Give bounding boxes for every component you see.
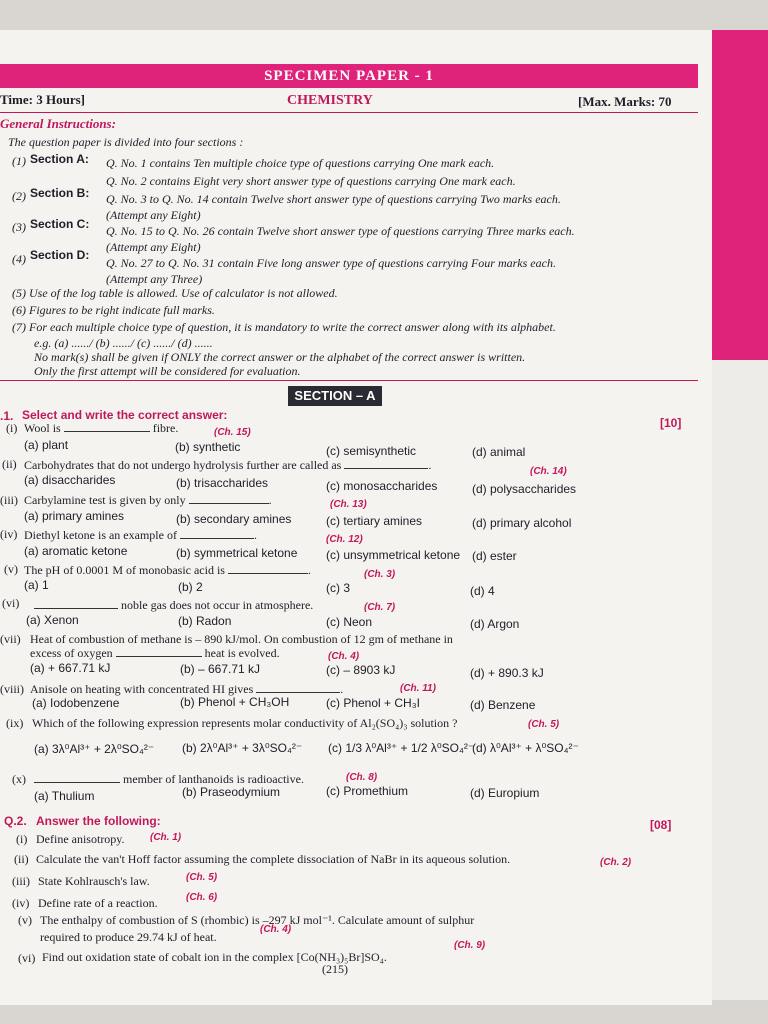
q2-iv-chapter: (Ch. 6) [186,892,218,903]
q1-vi-question: noble gas does not occur in atmosphere. [34,598,313,613]
time-label: Time: 3 Hours] [0,92,85,107]
q1-viii-option-d: (d) Benzene [470,698,536,712]
sec-b-line2: (Attempt any Eight) [106,208,201,222]
q1-iv-question: Diethyl ketone is an example of . [24,528,257,542]
max-marks: [Max. Marks: 70 [578,94,672,109]
q1-ix-option-a: (a) 3λ⁰Al³⁺ + 2λ⁰SO₄²⁻ [34,742,155,756]
q1-iv-option-a: (a) aromatic ketone [24,544,128,558]
next-page-edge [712,360,768,1000]
q2-i-text: Define anisotropy. [36,832,125,846]
specimen-banner [0,64,698,88]
q1-iii-option-d: (d) primary alcohol [472,516,572,530]
sec-c-line1: Q. No. 15 to Q. No. 26 contain Twelve short answer type of questions carrying Three marks each. [106,224,575,238]
instructions-intro: The question paper is divided into four sections : [8,135,244,149]
sec-c-name: Section C: [30,217,90,231]
q1-ix-chapter: (Ch. 5) [528,719,560,730]
q1-x-option-c: (c) Promethium [326,784,409,798]
q1-iv-option-c: (c) unsymmetrical ketone [326,548,461,562]
q1-ix-question: Which of the following expression represents molar conductivity of Al₂(SO₄)₃ solution ? [32,716,458,730]
q1-x-option-b: (b) Praseodymium [182,785,281,799]
q1-viii-option-b: (b) Phenol + CH₃OH [180,695,290,709]
q1-iv-option-b: (b) symmetrical ketone [176,546,298,560]
q1-label: .1. [0,409,14,423]
q1-ix-option-d: (d) λ⁰Al³⁺ + λ⁰SO₄²⁻ [472,741,579,755]
q1-viii-question: Anisole on heating with concentrated HI gives . [30,682,344,696]
q2-vi-text: Find out oxidation state of cobalt ion in the complex [Co(NH₃)₅Br]SO₄. [42,950,387,964]
q2-vi-num: (vi) [18,951,36,965]
q1-iv-option-d: (d) ester [472,549,517,563]
q1-viii-num: (viii) [0,682,24,696]
q2-ii-text: Calculate the van't Hoff factor assuming the complete dissociation of NaBr in its aqueous solution. [36,852,511,866]
q1-iv-chapter: (Ch. 12) [326,534,363,545]
q1-i-option-b: (b) synthetic [175,440,241,454]
q1-ii-option-d: (d) polysaccharides [472,482,577,496]
q1-iii-option-b: (b) secondary amines [176,512,292,526]
q1-i-num: (i) [6,421,18,435]
instructions-title: General Instructions: [0,116,116,131]
q1-vii-question: Heat of combustion of methane is – 890 kJ/mol. On combustion of 12 gm of methane in [30,632,453,646]
q1-ix-option-b: (b) 2λ⁰Al³⁺ + 3λ⁰SO₄²⁻ [182,741,303,755]
q1-v-chapter: (Ch. 3) [364,569,396,580]
q1-viii-chapter: (Ch. 11) [400,683,436,694]
sec-c-num: (3) [12,220,26,234]
sec-d-line2: (Attempt any Three) [106,272,203,286]
instructions-rule [0,380,698,381]
q1-vi-option-c: (c) Neon [326,615,373,629]
q1-x-question: member of lanthanoids is radioactive. [34,772,304,787]
q1-i-chapter: (Ch. 15) [214,427,251,438]
q1-v-option-c: (c) 3 [326,581,350,595]
q1-viii-option-c: (c) Phenol + CH₃I [326,696,420,710]
q1-iii-option-a: (a) primary amines [24,509,125,523]
instruction-7-first-attempt: Only the first attempt will be considered for evaluation. [34,364,301,378]
header-rule [0,112,698,113]
q1-vi-option-a: (a) Xenon [26,613,79,627]
q2-vi-chapter: (Ch. 9) [454,940,486,951]
q2-marks: [08] [650,818,672,832]
q1-vi-option-b: (b) Radon [178,614,232,628]
q1-vii-option-d: (d) + 890.3 kJ [470,666,544,680]
banner-title: SPECIMEN PAPER - 1 [264,68,434,84]
q1-x-option-a: (a) Thulium [34,789,95,803]
q2-iv-num: (iv) [12,896,30,910]
instruction-7-no-marks: No mark(s) shall be given if ONLY the correct answer or the alphabet of the correct answer is written. [34,350,526,364]
q1-vii-question-line2: excess of oxygen heat is evolved. [30,646,280,660]
q2-v-text: The enthalpy of combustion of S (rhombic) is –297 kJ mol⁻¹. Calculate amount of sulphur [40,913,475,927]
pink-cover-edge [712,30,768,360]
q1-ii-option-c: (c) monosaccharides [326,479,438,493]
q2-iv-text: Define rate of a reaction. [38,896,158,910]
q2-i-chapter: (Ch. 1) [150,832,182,843]
sec-d-line1: Q. No. 27 to Q. No. 31 contain Five long answer type of questions carrying Four marks each. [106,256,556,270]
q1-vii-option-c: (c) – 8903 kJ [326,663,396,677]
q1-x-chapter: (Ch. 8) [346,772,378,783]
q1-iii-question: Carbylamine test is given by only . [24,493,272,507]
sec-a-num: (1) [12,154,26,168]
q2-v-chapter: (Ch. 4) [260,924,292,935]
q1-ii-num: (ii) [2,457,17,471]
sec-b-name: Section B: [30,186,90,200]
instruction-7-example: e.g. (a) ....../ (b) ....../ (c) ....../ (d) ...... [34,336,213,350]
q1-i-option-a: (a) plant [24,438,69,452]
sec-c-line2: (Attempt any Eight) [106,240,201,254]
q1-ii-option-b: (b) trisaccharides [176,476,269,490]
q1-ii-chapter: (Ch. 14) [530,466,567,477]
q1-ii-option-a: (a) disaccharides [24,473,116,487]
q1-x-num: (x) [12,772,26,786]
sec-d-name: Section D: [30,248,90,262]
q1-v-num: (v) [4,562,18,576]
q1-vi-chapter: (Ch. 7) [364,602,396,613]
q1-v-question: The pH of 0.0001 M of monobasic acid is . [24,563,311,577]
instruction-6: (6) Figures to be right indicate full marks. [12,303,215,317]
q1-ii-question: Carbohydrates that do not undergo hydrolysis further are called as . [24,458,432,472]
subject-title: CHEMISTRY [287,93,373,108]
sec-d-num: (4) [12,252,26,266]
q2-i-num: (i) [16,832,28,846]
q1-iii-option-c: (c) tertiary amines [326,514,423,528]
sec-b-line1: Q. No. 3 to Q. No. 14 contain Twelve short answer type of questions carrying Two marks each. [106,192,561,206]
q1-vi-option-d: (d) Argon [470,617,520,631]
q2-title: Answer the following: [36,814,161,828]
q2-label: Q.2. [4,814,27,828]
q1-v-option-b: (b) 2 [178,580,203,594]
sec-a-line2: Q. No. 2 contains Eight very short answer type of questions carrying One mark each. [106,174,516,188]
q1-i-option-c: (c) semisynthetic [326,444,417,458]
instruction-5: (5) Use of the log table is allowed. Use of calculator is not allowed. [12,286,338,300]
q2-v-text-line2: required to produce 29.74 kJ of heat. [40,930,217,944]
sec-a-line1: Q. No. 1 contains Ten multiple choice type of questions carrying One mark each. [106,156,495,170]
q2-ii-num: (ii) [14,852,29,866]
q1-vi-num: (vi) [2,596,20,610]
q1-x-option-d: (d) Europium [470,786,540,800]
q1-i-option-d: (d) animal [472,445,526,459]
q1-marks: [10] [660,416,682,430]
sec-b-num: (2) [12,189,26,203]
q1-vii-chapter: (Ch. 4) [328,651,360,662]
q1-i-question: Wool is fibre. [24,421,179,435]
q2-ii-chapter: (Ch. 2) [600,857,632,868]
q1-vii-option-a: (a) + 667.71 kJ [30,661,111,675]
instruction-7: (7) For each multiple choice type of question, it is mandatory to write the correct answer along with its alphabet. [12,320,556,334]
q1-iii-num: (iii) [0,493,18,507]
page-number: (215) [322,962,348,976]
q2-iii-num: (iii) [12,874,30,888]
q1-v-option-a: (a) 1 [24,578,49,592]
q2-v-num: (v) [18,913,32,927]
q1-ix-option-c: (c) 1/3 λ⁰Al³⁺ + 1/2 λ⁰SO₄²⁻ [328,741,475,755]
q1-title: Select and write the correct answer: [22,408,228,422]
q1-viii-option-a: (a) Iodobenzene [32,696,120,710]
q1-v-option-d: (d) 4 [470,584,495,598]
q1-iv-num: (iv) [0,527,18,541]
q1-iii-chapter: (Ch. 13) [330,499,367,510]
q1-vii-option-b: (b) – 667.71 kJ [180,662,261,676]
q2-iii-chapter: (Ch. 5) [186,872,218,883]
section-a-badge: SECTION – A [288,386,382,406]
q1-ix-num: (ix) [6,716,24,730]
sec-a-name: Section A: [30,152,89,166]
q2-iii-text: State Kohlrausch's law. [38,874,150,888]
q1-vii-num: (vii) [0,632,21,646]
